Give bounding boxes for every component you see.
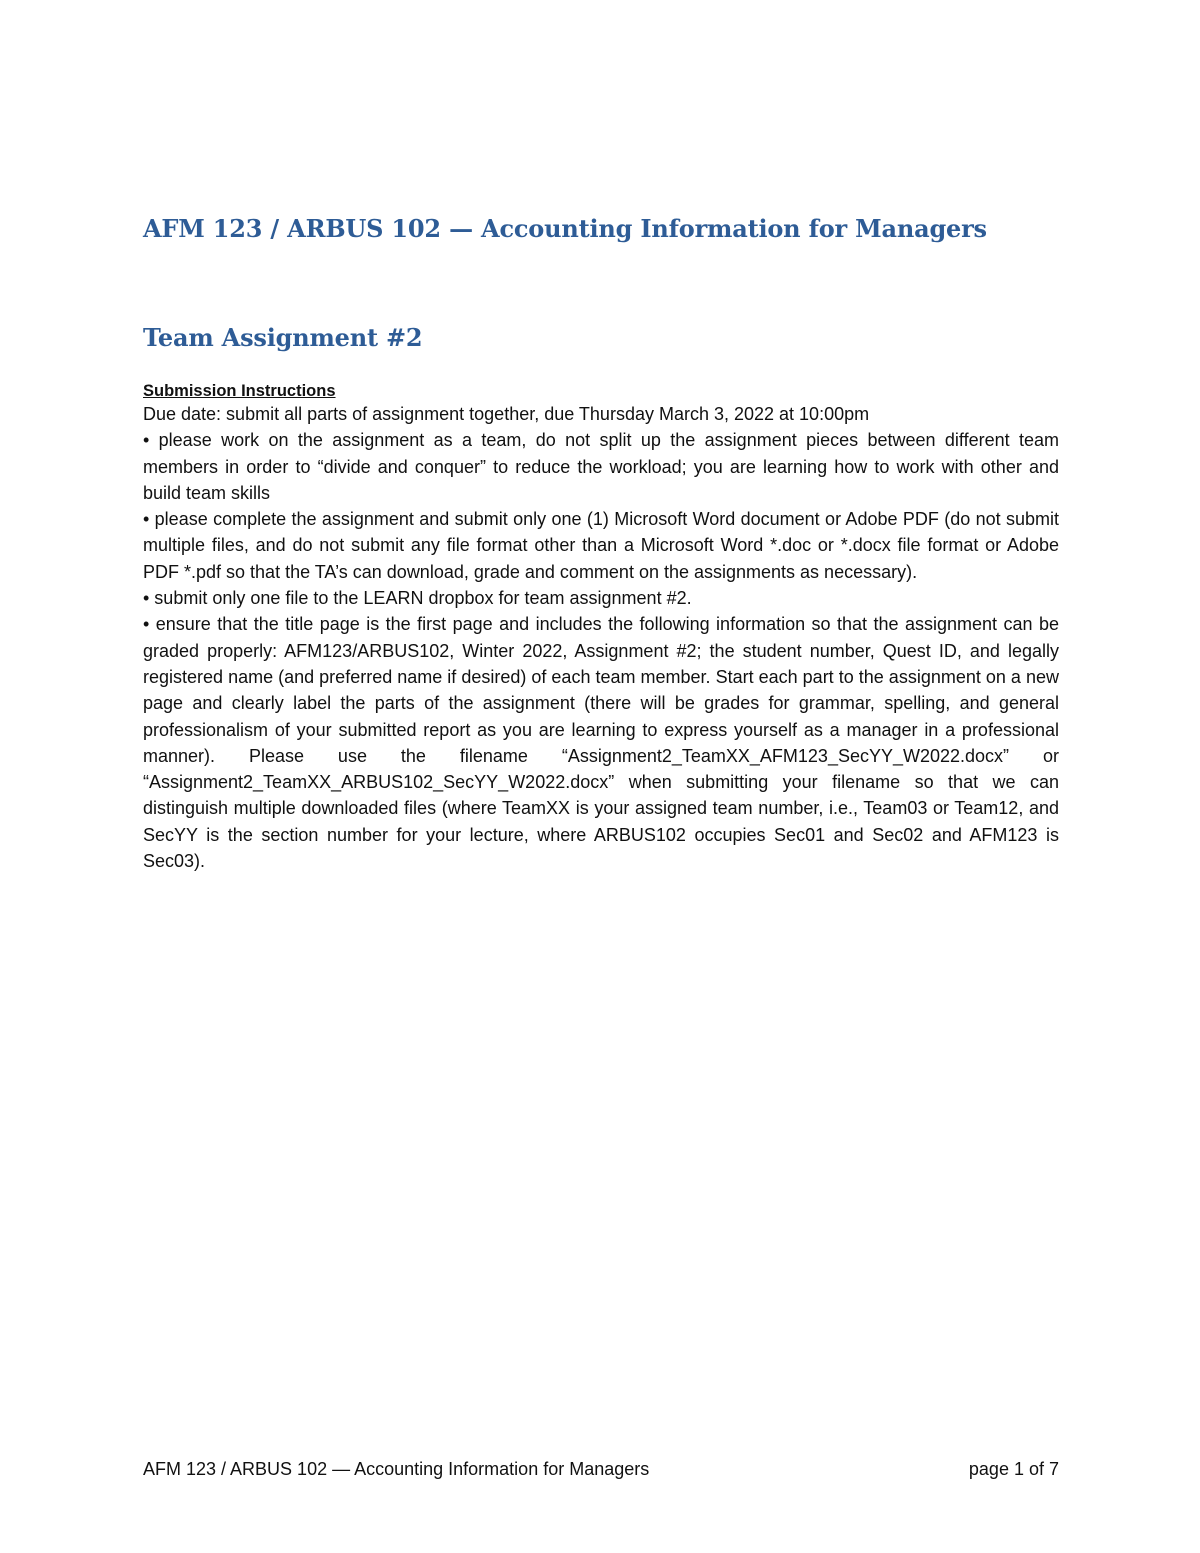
bullet-file-format: • please complete the assignment and submit only one (1) Microsoft Word document or Adobe PDF (do not submit multiple files, and do not submit any file format other than a Microsoft Word *.doc or *.docx file format or Adobe PDF *.pdf so that the TA’s can download, grade and comment on the assignments as necessary). [143, 509, 1059, 582]
document-title: AFM 123 / ARBUS 102 — Accounting Information for Managers [143, 214, 987, 243]
submission-instructions [143, 381, 1059, 874]
due-date-line: Due date: submit all parts of assignment together, due Thursday March 3, 2022 at 10:00pm [143, 404, 870, 424]
footer-course-title: AFM 123 / ARBUS 102 — Accounting Information for Managers [143, 1459, 650, 1479]
bullet-title-page: • ensure that the title page is the first page and includes the following information so that the assignment can be graded properly: AFM123/ARBUS102, Winter 2022, Assignment #2; the student number, Quest ID, and legally registered name (and preferred name if desired) of each team member. Start each part to the assignment on a new page and clearly label the parts of the assignment (there will be grades for grammar, spelling, and general professionalism of your submitted report as you are learning to express yourself as a manager in a professional manner). Please use the filename “Assignment2_TeamXX_AFM123_SecYY_W2022.docx” or “Assignment2_TeamXX_ARBUS102_SecYY_W2022.docx” when submitting your filename so that we can distinguish multiple downloaded files (where TeamXX is your assigned team number, i.e., Team03 or Team12, and SecYY is the section number for your lecture, where ARBUS102 occupies Sec01 and Sec02 and AFM123 is Sec03). [143, 614, 1059, 872]
section-heading: Submission Instructions [143, 382, 336, 400]
bullet-one-file: • submit only one file to the LEARN dropbox for team assignment #2. [143, 588, 692, 609]
page-number: page 1 of 7 [968, 1459, 1059, 1479]
page-footer [143, 1459, 1059, 1480]
assignment-title: Team Assignment #2 [143, 323, 423, 352]
bullet-team-work: • please work on the assignment as a team, do not split up the assignment pieces between different team members in order to “divide and conquer” to reduce the workload; you are learning how to work with other and build team skills [143, 430, 1059, 503]
